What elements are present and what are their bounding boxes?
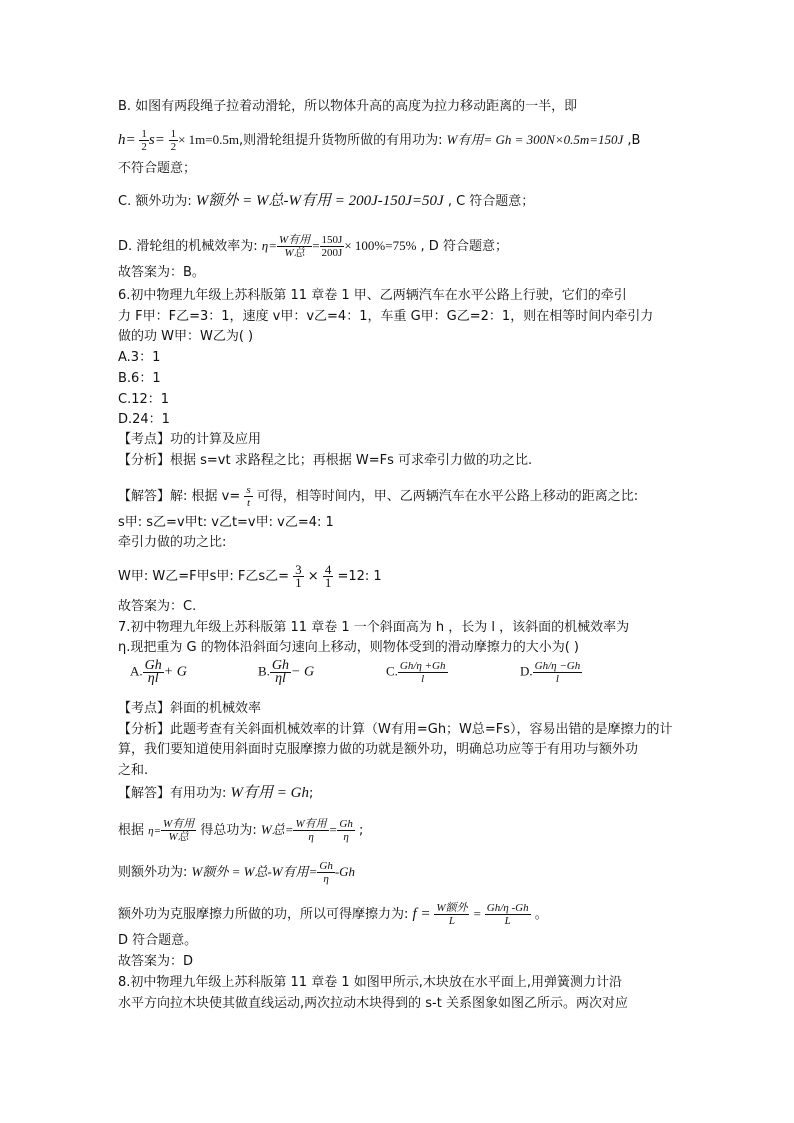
q6-calc-line: W甲: W乙=F甲s甲: F乙s乙= $\frac{3}{1}$ × $\frac{4}{1}$ =12: 1 — [118, 562, 382, 590]
q5-c-label: C. 额外功为: — [118, 194, 196, 209]
q5-b-h-eq: h= — [118, 132, 140, 148]
q5-answer: 故答案为：B。 — [118, 265, 205, 280]
q5-b-formula-line — [118, 128, 640, 153]
q5-b-half-b: $\frac{1}{2}$ — [170, 128, 177, 153]
q5-c-equation: W额外 = W总-W有用 = 200J-150J=50J — [195, 193, 444, 209]
q5-b-result: × 1m=0.5m — [178, 132, 239, 147]
q5-d-label: D. 滑轮组的机械效率为: — [118, 239, 262, 254]
q6-frac-4-1: $\frac{4}{1}$ — [324, 562, 332, 590]
q5-b-mid-text: ,则滑轮组提升货物所做的有用功为: — [238, 133, 447, 148]
q5-b-s-eq: s= — [148, 132, 169, 148]
q8-stem-line1: 8.初中物理九年级上苏科版第 11 章卷 1 如图甲所示,木块放在水平面上,用弹簧测力计沿 — [118, 975, 623, 990]
q6-answer: 故答案为：C. — [118, 599, 197, 614]
q7-stem-line1: 7.初中物理九年级上苏科版第 11 章卷 1 一个斜面高为 h ，长为 l ，该斜面的机械效率为 — [118, 620, 630, 635]
q6-ratio-line: s甲: s乙=v甲t: v乙t=v甲: v乙=4: 1 — [118, 515, 334, 530]
q6-option-b: B.6：1 — [118, 371, 161, 386]
q5-b-line1: B. 如图有两段绳子拉着动滑轮，所以物体升高的高度为拉力移动距离的一半，即 — [118, 99, 578, 114]
q7-fenxi-line2: 算，我们要知道使用斜面时克服摩擦力做的功就是额外功，明确总功应等于有用功与额外功 — [118, 742, 639, 757]
q5-b-half-a: $\frac{1}{2}$ — [141, 128, 147, 153]
q6-kaodian: 【考点】功的计算及应用 — [118, 432, 262, 447]
q7-friction-line: 额外功为克服摩擦力所做的功，所以可得摩擦力为: f = $\frac{\text{W额外}}{L}$ = $\frac{Gh/\eta -Gh}{L}$ 。 — [118, 902, 548, 927]
q7-total-work-line: 根据 η= $\frac{\text{W有用}}{\text{W总}}$ 得总功为: W总= $\frac{\text{W有用}}{\eta}$ = $\frac{Gh}{\eta}$ ; — [118, 818, 364, 843]
q8-stem-line2: 水平方向拉木块使其做直线运动,两次拉动木块得到的 s-t 关系图象如图乙所示。两次对应 — [118, 996, 628, 1011]
q6-frac-3-1: $\frac{3}{1}$ — [295, 562, 302, 590]
q5-d-eta: η= — [261, 238, 278, 253]
q7-answer: 故答案为：D — [118, 954, 194, 969]
q7-kaodian: 【考点】斜面的机械效率 — [118, 701, 262, 716]
q6-fenxi: 【分析】根据 s=vt 求路程之比；再根据 W=Fs 可求牵引力做的功之比. — [118, 453, 533, 468]
q5-b-tail: ,B — [623, 133, 641, 148]
q7-stem-line2: η.现把重为 G 的物体沿斜面匀速向上移动，则物体受到的滑动摩擦力的大小为( ) — [118, 640, 579, 655]
q6-v-frac: $\frac{s}{t}$ — [246, 484, 251, 509]
q5-c-line — [118, 192, 534, 211]
q7-extra-work-line: 则额外功为: W额外 = W总-W有用= $\frac{Gh}{\eta}$ -Gh — [118, 860, 356, 885]
q5-d-eq: = — [312, 238, 320, 253]
q7-jieda-line: 【解答】有用功为: W有用 = Gh; — [118, 785, 314, 801]
q5-c-tail: , C 符合题意； — [443, 194, 535, 209]
q7-option-d: D. $\frac{Gh/\eta -Gh}{l}$ — [520, 660, 581, 685]
q6-stem-line1: 6.初中物理九年级上苏科版第 11 章卷 1 甲、乙两辆汽车在水平公路上行驶，它们的牵引 — [118, 288, 627, 303]
q6-option-c: C.12：1 — [118, 392, 170, 407]
q6-stem-line2: 力 F甲：F乙=3：1，速度 v甲：v乙=4：1，车重 G甲：G乙=2：1，则在相等时间内牵引力 — [118, 309, 654, 324]
q5-d-percent: × 100%=75% — [344, 238, 417, 253]
q5-d-frac-val: $\frac{150J}{200J}$ — [321, 234, 343, 259]
q6-option-d: D.24：1 — [118, 412, 170, 427]
q5-d-line — [118, 234, 508, 259]
q7-option-c: C. $\frac{Gh/\eta +Gh}{l}$ — [386, 660, 446, 685]
q6-stem-line3: 做的功 W甲：W乙为( ) — [118, 329, 254, 344]
q5-b-line3: 不符合题意； — [118, 161, 197, 176]
q6-work-line: 牵引力做的功之比: — [118, 535, 227, 550]
q6-option-a: A.3：1 — [118, 350, 161, 365]
q5-b-useful-work: W有用= Gh = 300N×0.5m=150J — [446, 132, 624, 147]
q7-option-b: B. $\frac{Gh}{\eta l}$ − G — [258, 658, 315, 686]
q5-d-frac-w: $\frac{\text{W有用}}{\text{W总}}$ — [279, 234, 311, 259]
q5-d-tail: , D 符合题意； — [416, 239, 508, 254]
q7-fenxi-line3: 之和. — [118, 763, 149, 778]
q6-jieda: 【解答】解: 根据 v= $\frac{s}{t}$ 可得，相等时间内，甲、乙两辆汽车在水平公路上移动的距离之比: — [118, 484, 639, 509]
q7-fenxi-line1: 【分析】此题考查有关斜面机械效率的计算（W有用=Gh；W总=Fs），容易出错的是摩擦力的计 — [118, 722, 673, 737]
q7-fit: D 符合题意。 — [118, 933, 198, 948]
q7-option-a: A. $\frac{Gh}{\eta l}$ + G — [130, 658, 187, 686]
